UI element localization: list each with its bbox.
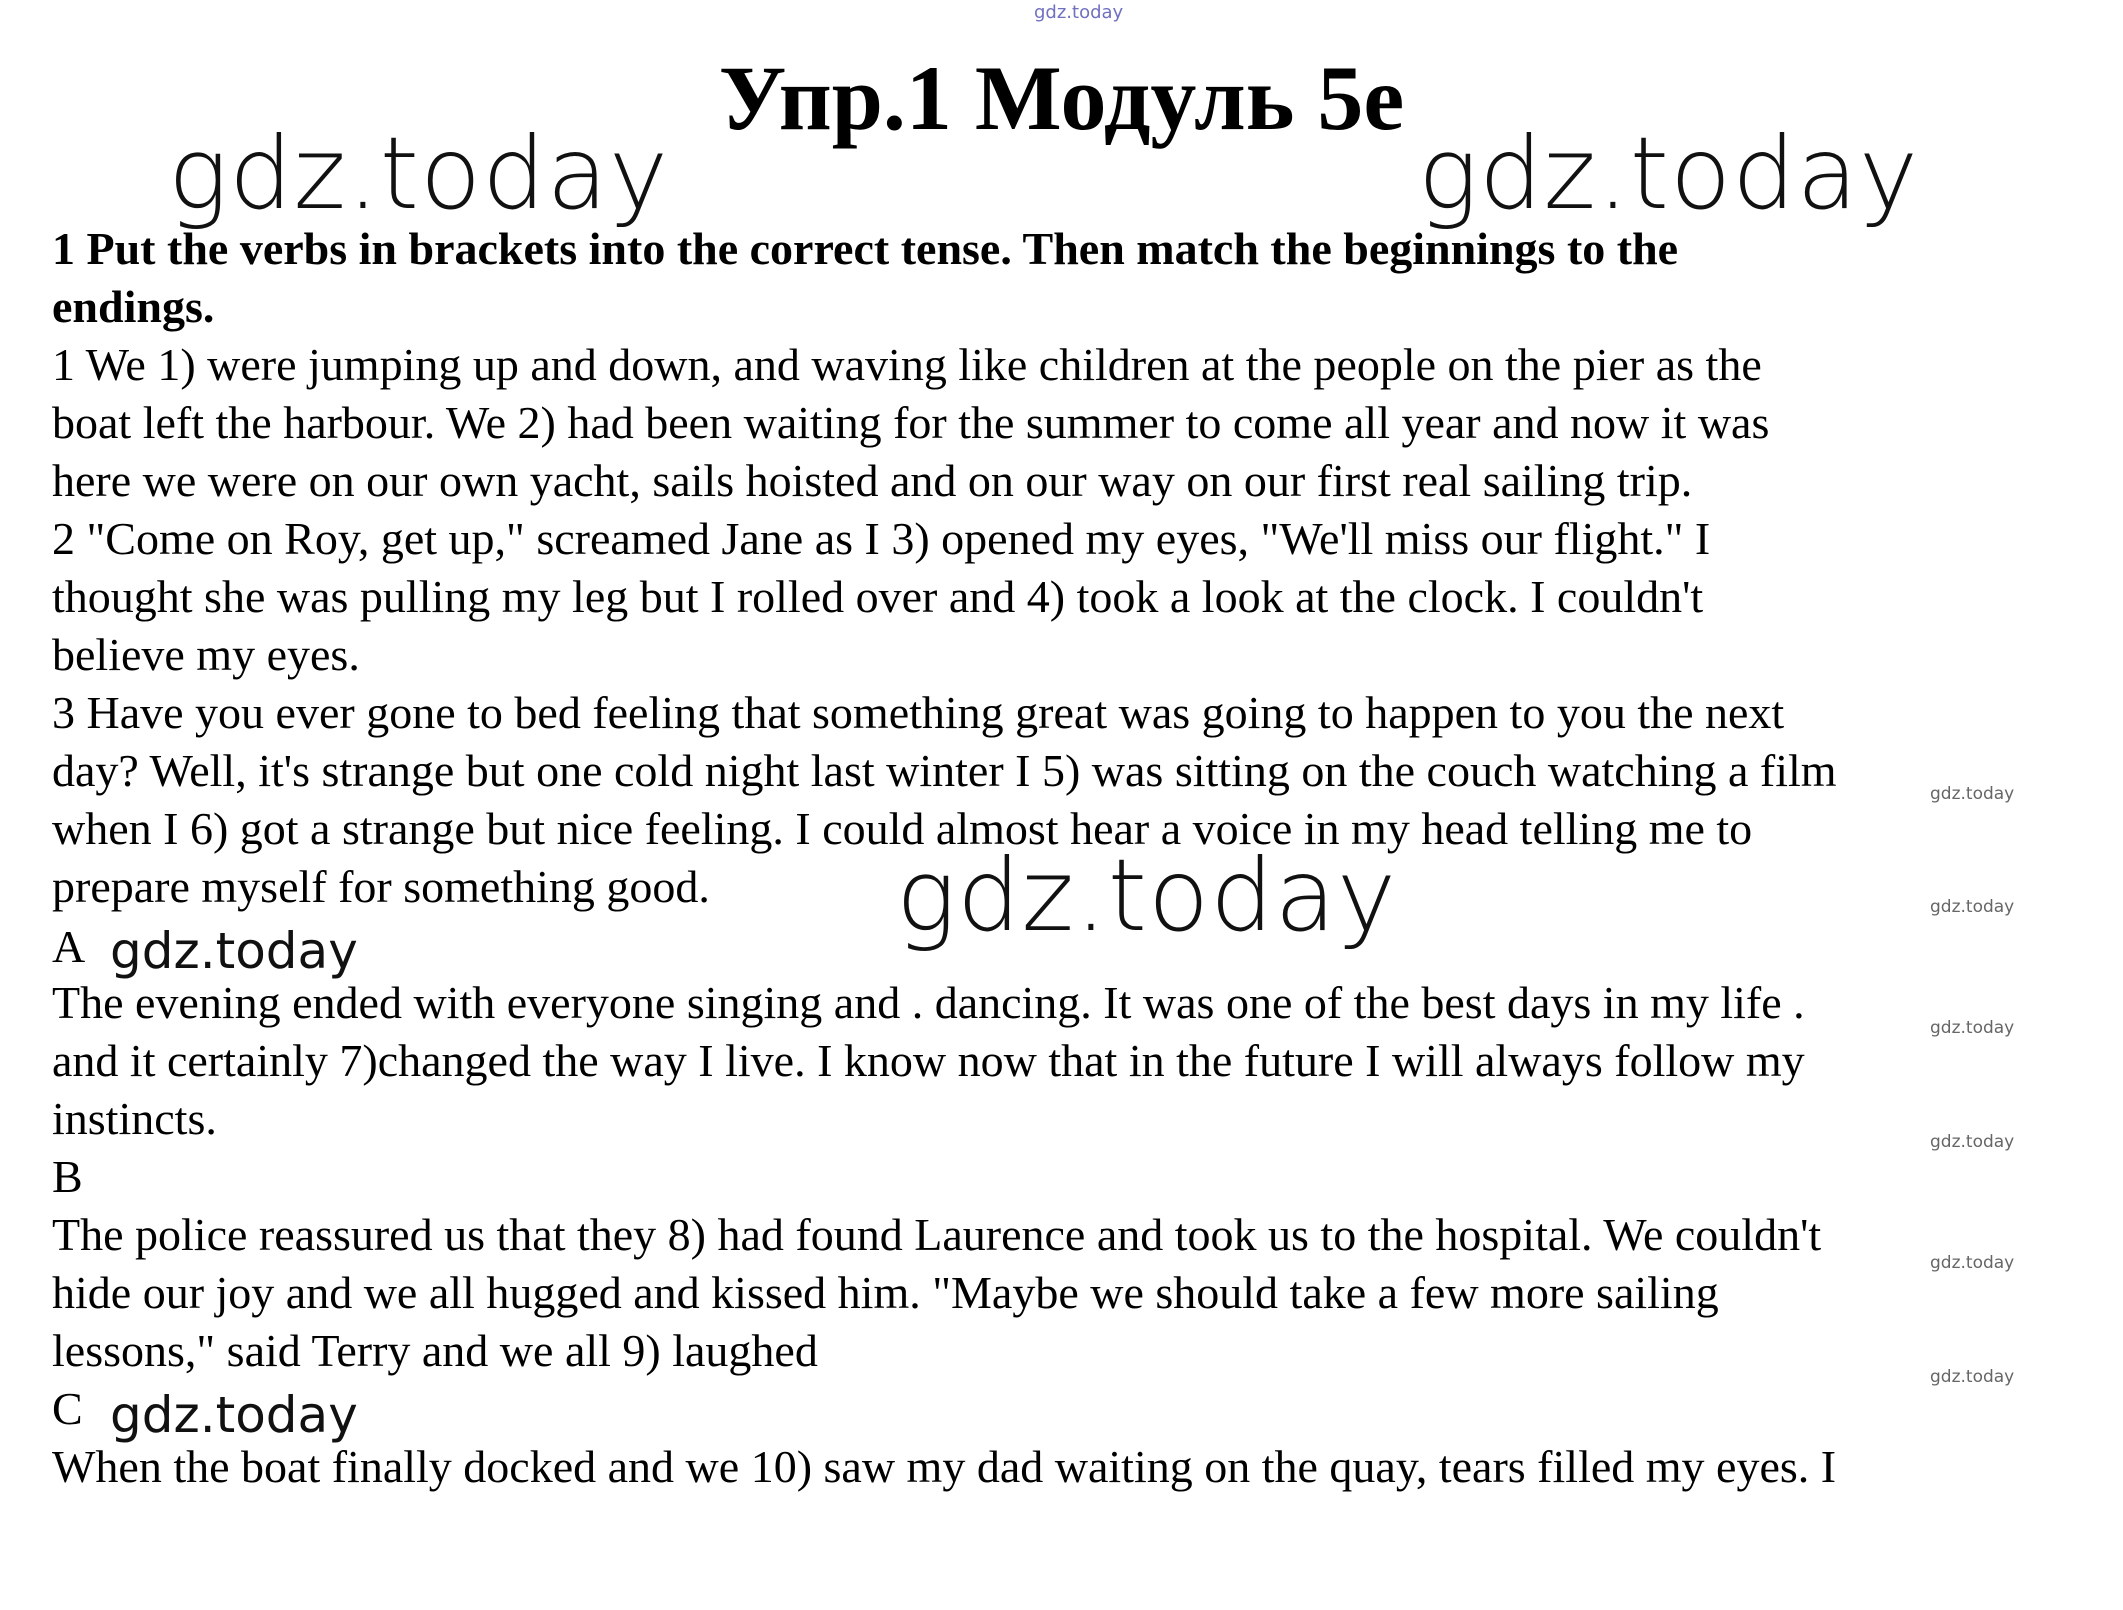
ending-label-a: A	[52, 921, 86, 972]
text-line: 1 We 1) were jumping up and down, and waving like children at the people on the pier as the	[52, 339, 1762, 390]
top-watermark: gdz.today	[1034, 2, 1124, 23]
text-line: prepare myself for something good.	[52, 861, 710, 912]
instruction-line: endings.	[52, 281, 215, 332]
watermark-small-5: gdz.today	[1930, 1253, 2015, 1273]
text-line: and it certainly 7)changed the way I live. I know now that in the future I will always follow my	[52, 1035, 1805, 1086]
text-line: hide our joy and we all hugged and kissed him. "Maybe we should take a few more sailing	[52, 1267, 1719, 1318]
text-line: thought she was pulling my leg but I rolled over and 4) took a look at the clock. I couldn't	[52, 571, 1704, 622]
text-line: here we were on our own yacht, sails hoisted and on our way on our first real sailing trip.	[52, 455, 1693, 506]
watermark-label-c: gdz.today	[110, 1386, 358, 1444]
watermark-small-6: gdz.today	[1930, 1367, 2015, 1387]
text-line: When the boat finally docked and we 10) saw my dad waiting on the quay, tears filled my eyes. I	[52, 1441, 1837, 1492]
watermark-label-a: gdz.today	[110, 922, 358, 980]
ending-label-b: B	[52, 1151, 83, 1202]
instruction-line: 1 Put the verbs in brackets into the correct tense. Then match the beginnings to the	[52, 223, 1679, 274]
watermark-small-3: gdz.today	[1930, 1018, 2015, 1038]
watermark-right: gdz.today	[1418, 115, 1920, 232]
text-line: lessons," said Terry and we all 9) laughed	[52, 1325, 818, 1376]
watermark-small-1: gdz.today	[1930, 784, 2015, 804]
ending-label-c: C	[52, 1383, 83, 1434]
text-line: when I 6) got a strange but nice feeling. I could almost hear a voice in my head telling me to	[52, 803, 1753, 854]
text-line: day? Well, it's strange but one cold night last winter I 5) was sitting on the couch watching a film	[52, 745, 1837, 796]
text-line: 3 Have you ever gone to bed feeling that something great was going to happen to you the next	[52, 687, 1785, 738]
text-line: 2 "Come on Roy, get up," screamed Jane as I 3) opened my eyes, "We'll miss our flight." I	[52, 513, 1711, 564]
watermark-small-4: gdz.today	[1930, 1132, 2015, 1152]
text-line: boat left the harbour. We 2) had been waiting for the summer to come all year and now it was	[52, 397, 1770, 448]
text-line: believe my eyes.	[52, 629, 360, 680]
watermark-center: gdz.today	[896, 837, 1398, 954]
page-title: Упр.1 Модуль 5e	[718, 47, 1405, 149]
watermark-small-2: gdz.today	[1930, 897, 2015, 917]
text-line: The police reassured us that they 8) had found Laurence and took us to the hospital. We couldn't	[52, 1209, 1822, 1260]
text-line: The evening ended with everyone singing and . dancing. It was one of the best days in my life .	[52, 977, 1805, 1028]
text-line: instincts.	[52, 1093, 217, 1144]
watermark-left: gdz.today	[168, 115, 670, 232]
